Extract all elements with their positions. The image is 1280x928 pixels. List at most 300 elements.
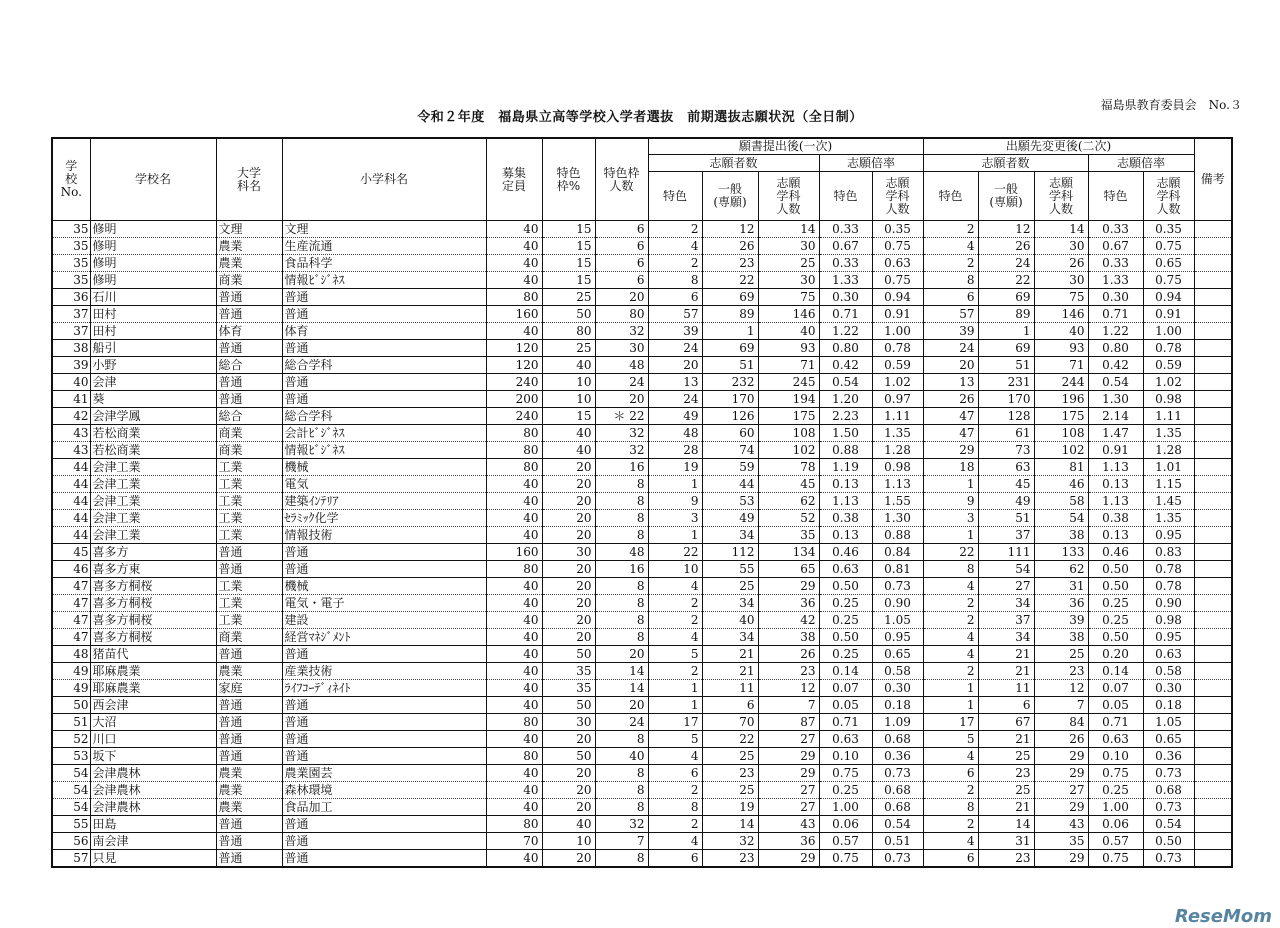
cell-first-ippan: 89 (702, 306, 758, 323)
cell-second-ratio-total: 0.91 (1143, 306, 1194, 323)
cell-remarks (1194, 510, 1232, 527)
cell-second-ratio-total: 0.65 (1143, 731, 1194, 748)
cell-second-ratio-total: 1.35 (1143, 510, 1194, 527)
cell-first-ratio-tokushoku: 0.88 (819, 442, 872, 459)
cell-second-ratio-tokushoku: 0.10 (1088, 748, 1143, 765)
cell-first-ippan: 74 (702, 442, 758, 459)
cell-first-total: 175 (758, 408, 819, 425)
cell-second-ratio-tokushoku: 1.00 (1088, 799, 1143, 816)
cell-first-ratio-total: 0.78 (872, 340, 923, 357)
cell-second-ratio-total: 0.30 (1143, 680, 1194, 697)
cell-first-ippan: 69 (702, 340, 758, 357)
cell-first-tokushoku: 1 (648, 680, 702, 697)
table-row (52, 595, 1232, 612)
cell-second-ratio-total: 0.78 (1143, 578, 1194, 595)
table-row (52, 731, 1232, 748)
cell-first-ratio-tokushoku: 0.13 (819, 476, 872, 493)
table-row (52, 425, 1232, 442)
cell-second-ratio-total: 0.58 (1143, 663, 1194, 680)
cell-school-no: 44 (52, 493, 90, 510)
applicant-status-table (51, 137, 1233, 868)
cell-special-count: 6 (595, 255, 648, 272)
cell-second-tokushoku: 26 (923, 391, 978, 408)
cell-minor: 普通 (282, 816, 486, 833)
cell-second-ratio-total: 0.54 (1143, 816, 1194, 833)
cell-school-no: 54 (52, 782, 90, 799)
cell-first-ratio-tokushoku: 0.75 (819, 765, 872, 782)
cell-first-ippan: 22 (702, 272, 758, 289)
col-header-ippan-2: 一般(専願) (978, 172, 1034, 221)
cell-second-ratio-tokushoku: 0.50 (1088, 629, 1143, 646)
table-row (52, 238, 1232, 255)
cell-major: 普通 (216, 816, 282, 833)
cell-special-pct: 20 (542, 578, 595, 595)
cell-first-ippan: 126 (702, 408, 758, 425)
cell-school-no: 53 (52, 748, 90, 765)
cell-capacity: 80 (486, 748, 542, 765)
cell-special-count: 20 (595, 289, 648, 306)
cell-second-ratio-tokushoku: 0.25 (1088, 782, 1143, 799)
cell-second-tokushoku: 8 (923, 272, 978, 289)
cell-minor: 会計ﾋﾞｼﾞﾈｽ (282, 425, 486, 442)
cell-school-name: 修明 (90, 221, 216, 238)
cell-major: 普通 (216, 561, 282, 578)
cell-first-tokushoku: 1 (648, 697, 702, 714)
col-subgroup-applicants-2: 志願者数 (923, 155, 1088, 172)
cell-remarks (1194, 612, 1232, 629)
cell-first-ratio-total: 0.94 (872, 289, 923, 306)
cell-first-ratio-tokushoku: 1.33 (819, 272, 872, 289)
col-group-second: 出願先変更後(二次) (923, 138, 1194, 155)
cell-first-ratio-tokushoku: 0.63 (819, 561, 872, 578)
cell-second-ippan: 67 (978, 714, 1034, 731)
cell-second-total: 39 (1034, 612, 1088, 629)
cell-second-total: 31 (1034, 578, 1088, 595)
cell-first-ratio-total: 1.09 (872, 714, 923, 731)
cell-second-ratio-total: 0.35 (1143, 221, 1194, 238)
cell-school-name: 修明 (90, 238, 216, 255)
resemom-watermark-logo: ReseMom (1174, 906, 1272, 927)
cell-second-ippan: 12 (978, 221, 1034, 238)
cell-second-ratio-tokushoku: 0.06 (1088, 816, 1143, 833)
cell-second-total: 29 (1034, 765, 1088, 782)
cell-first-total: 134 (758, 544, 819, 561)
cell-second-tokushoku: 2 (923, 221, 978, 238)
cell-first-ratio-tokushoku: 0.25 (819, 612, 872, 629)
cell-special-pct: 20 (542, 850, 595, 868)
cell-first-ratio-total: 1.55 (872, 493, 923, 510)
cell-capacity: 40 (486, 238, 542, 255)
cell-first-tokushoku: 3 (648, 510, 702, 527)
cell-first-ratio-tokushoku: 2.23 (819, 408, 872, 425)
cell-school-name: 会津工業 (90, 493, 216, 510)
cell-second-ippan: 21 (978, 799, 1034, 816)
cell-first-tokushoku: 24 (648, 340, 702, 357)
cell-second-ippan: 61 (978, 425, 1034, 442)
cell-second-total: 58 (1034, 493, 1088, 510)
cell-minor: 情報ﾋﾞｼﾞﾈｽ (282, 442, 486, 459)
cell-first-total: 65 (758, 561, 819, 578)
cell-first-tokushoku: 4 (648, 238, 702, 255)
cell-school-no: 43 (52, 425, 90, 442)
col-header-ippan-1: 一般(専願) (702, 172, 758, 221)
table-row (52, 459, 1232, 476)
cell-special-pct: 25 (542, 340, 595, 357)
cell-second-tokushoku: 18 (923, 459, 978, 476)
cell-minor: 情報技術 (282, 527, 486, 544)
cell-first-tokushoku: 57 (648, 306, 702, 323)
cell-special-count: 8 (595, 510, 648, 527)
table-row (52, 561, 1232, 578)
cell-special-pct: 25 (542, 289, 595, 306)
cell-school-no: 45 (52, 544, 90, 561)
cell-first-ratio-tokushoku: 0.33 (819, 255, 872, 272)
cell-first-ratio-total: 0.75 (872, 238, 923, 255)
cell-second-ratio-tokushoku: 0.71 (1088, 306, 1143, 323)
cell-capacity: 40 (486, 646, 542, 663)
cell-special-count: 32 (595, 323, 648, 340)
table-row (52, 374, 1232, 391)
cell-second-total: 14 (1034, 221, 1088, 238)
cell-second-total: 175 (1034, 408, 1088, 425)
cell-major: 体育 (216, 323, 282, 340)
cell-first-tokushoku: 2 (648, 255, 702, 272)
col-header-special-count: 特色枠人数 (595, 138, 648, 221)
cell-special-count: 32 (595, 425, 648, 442)
cell-major: 普通 (216, 748, 282, 765)
cell-special-pct: 80 (542, 323, 595, 340)
cell-second-ratio-tokushoku: 0.07 (1088, 680, 1143, 697)
cell-first-ratio-total: 0.63 (872, 255, 923, 272)
cell-second-ippan: 21 (978, 646, 1034, 663)
cell-first-total: 30 (758, 238, 819, 255)
table-row (52, 510, 1232, 527)
cell-second-ippan: 170 (978, 391, 1034, 408)
cell-remarks (1194, 442, 1232, 459)
table-row (52, 323, 1232, 340)
cell-capacity: 40 (486, 663, 542, 680)
cell-first-ippan: 70 (702, 714, 758, 731)
cell-second-ratio-total: 0.98 (1143, 612, 1194, 629)
cell-first-ratio-tokushoku: 0.25 (819, 595, 872, 612)
cell-special-pct: 50 (542, 697, 595, 714)
cell-second-ippan: 69 (978, 340, 1034, 357)
cell-capacity: 40 (486, 510, 542, 527)
cell-major: 家庭 (216, 680, 282, 697)
col-header-capacity: 募集定員 (486, 138, 542, 221)
cell-remarks (1194, 221, 1232, 238)
cell-second-ratio-total: 0.65 (1143, 255, 1194, 272)
cell-special-pct: 20 (542, 612, 595, 629)
cell-first-ratio-total: 0.58 (872, 663, 923, 680)
cell-remarks (1194, 697, 1232, 714)
cell-second-ratio-total: 0.75 (1143, 272, 1194, 289)
cell-capacity: 240 (486, 374, 542, 391)
cell-second-ippan: 23 (978, 850, 1034, 868)
cell-first-ippan: 26 (702, 238, 758, 255)
cell-second-ratio-tokushoku: 0.05 (1088, 697, 1143, 714)
cell-special-pct: 50 (542, 306, 595, 323)
cell-first-tokushoku: 10 (648, 561, 702, 578)
cell-first-ippan: 23 (702, 255, 758, 272)
cell-remarks (1194, 782, 1232, 799)
cell-special-pct: 20 (542, 476, 595, 493)
cell-special-pct: 30 (542, 714, 595, 731)
cell-capacity: 160 (486, 544, 542, 561)
cell-remarks (1194, 714, 1232, 731)
cell-special-pct: 10 (542, 391, 595, 408)
cell-major: 普通 (216, 374, 282, 391)
cell-school-name: 会津工業 (90, 527, 216, 544)
cell-school-name: 会津工業 (90, 510, 216, 527)
cell-major: 普通 (216, 306, 282, 323)
cell-first-ratio-tokushoku: 1.00 (819, 799, 872, 816)
cell-school-no: 37 (52, 306, 90, 323)
cell-second-ratio-total: 0.73 (1143, 765, 1194, 782)
cell-special-count: 8 (595, 799, 648, 816)
cell-special-pct: 20 (542, 493, 595, 510)
cell-first-ratio-total: 0.97 (872, 391, 923, 408)
cell-first-ippan: 170 (702, 391, 758, 408)
table-row (52, 646, 1232, 663)
cell-second-ratio-total: 0.73 (1143, 850, 1194, 868)
cell-major: 普通 (216, 833, 282, 850)
cell-school-name: 会津 (90, 374, 216, 391)
cell-second-ratio-total: 0.94 (1143, 289, 1194, 306)
cell-school-name: 田村 (90, 323, 216, 340)
cell-school-no: 47 (52, 595, 90, 612)
cell-minor: 普通 (282, 306, 486, 323)
cell-second-total: 133 (1034, 544, 1088, 561)
cell-first-ippan: 51 (702, 357, 758, 374)
cell-second-tokushoku: 4 (923, 578, 978, 595)
cell-second-total: 7 (1034, 697, 1088, 714)
cell-first-ippan: 21 (702, 646, 758, 663)
cell-second-ippan: 51 (978, 357, 1034, 374)
col-header-ratio-tokushoku-1: 特色 (819, 172, 872, 221)
cell-major: 工業 (216, 476, 282, 493)
cell-second-tokushoku: 4 (923, 646, 978, 663)
cell-special-pct: 15 (542, 408, 595, 425)
cell-school-no: 36 (52, 289, 90, 306)
cell-first-tokushoku: 2 (648, 663, 702, 680)
cell-first-ratio-total: 1.00 (872, 323, 923, 340)
cell-second-tokushoku: 8 (923, 799, 978, 816)
cell-second-total: 35 (1034, 833, 1088, 850)
cell-major: 商業 (216, 272, 282, 289)
cell-first-ratio-tokushoku: 1.20 (819, 391, 872, 408)
cell-school-no: 48 (52, 646, 90, 663)
cell-first-ippan: 34 (702, 595, 758, 612)
cell-special-pct: 20 (542, 799, 595, 816)
cell-second-ratio-total: 0.59 (1143, 357, 1194, 374)
cell-second-tokushoku: 2 (923, 663, 978, 680)
cell-first-ippan: 60 (702, 425, 758, 442)
cell-capacity: 40 (486, 680, 542, 697)
cell-major: 工業 (216, 578, 282, 595)
cell-minor: 建築ｲﾝﾃﾘｱ (282, 493, 486, 510)
cell-first-total: 36 (758, 833, 819, 850)
cell-second-ippan: 63 (978, 459, 1034, 476)
cell-first-tokushoku: 9 (648, 493, 702, 510)
cell-first-ippan: 112 (702, 544, 758, 561)
cell-second-tokushoku: 39 (923, 323, 978, 340)
col-header-total-2: 志願学科人数 (1034, 172, 1088, 221)
cell-second-ippan: 37 (978, 612, 1034, 629)
table-row (52, 527, 1232, 544)
cell-first-total: 27 (758, 731, 819, 748)
table-row (52, 476, 1232, 493)
cell-second-ratio-total: 1.11 (1143, 408, 1194, 425)
cell-major: 普通 (216, 731, 282, 748)
cell-capacity: 80 (486, 425, 542, 442)
cell-second-tokushoku: 1 (923, 697, 978, 714)
cell-special-count: 8 (595, 493, 648, 510)
cell-first-total: 29 (758, 748, 819, 765)
cell-special-count: 8 (595, 612, 648, 629)
cell-school-name: 南会津 (90, 833, 216, 850)
cell-school-no: 35 (52, 272, 90, 289)
cell-major: 農業 (216, 663, 282, 680)
table-row (52, 612, 1232, 629)
cell-second-total: 38 (1034, 527, 1088, 544)
cell-first-ippan: 69 (702, 289, 758, 306)
cell-second-tokushoku: 1 (923, 680, 978, 697)
cell-first-tokushoku: 2 (648, 595, 702, 612)
cell-remarks (1194, 646, 1232, 663)
cell-first-ippan: 53 (702, 493, 758, 510)
cell-second-ratio-tokushoku: 0.14 (1088, 663, 1143, 680)
cell-minor: 普通 (282, 340, 486, 357)
cell-school-no: 54 (52, 799, 90, 816)
cell-capacity: 80 (486, 459, 542, 476)
cell-capacity: 70 (486, 833, 542, 850)
cell-remarks (1194, 561, 1232, 578)
cell-first-ratio-total: 0.91 (872, 306, 923, 323)
table-row (52, 408, 1232, 425)
cell-first-ippan: 23 (702, 850, 758, 868)
cell-first-total: 78 (758, 459, 819, 476)
cell-special-count: 16 (595, 459, 648, 476)
cell-special-count: 32 (595, 816, 648, 833)
cell-first-ratio-tokushoku: 0.75 (819, 850, 872, 868)
cell-remarks (1194, 255, 1232, 272)
cell-school-name: 坂下 (90, 748, 216, 765)
cell-first-ratio-tokushoku: 0.25 (819, 782, 872, 799)
table-row (52, 748, 1232, 765)
cell-school-name: 田島 (90, 816, 216, 833)
cell-school-name: 若松商業 (90, 425, 216, 442)
cell-first-ippan: 25 (702, 782, 758, 799)
cell-minor: 普通 (282, 646, 486, 663)
cell-second-ratio-tokushoku: 0.63 (1088, 731, 1143, 748)
cell-second-ratio-tokushoku: 0.80 (1088, 340, 1143, 357)
table-row (52, 850, 1232, 868)
cell-special-count: 8 (595, 782, 648, 799)
cell-second-ippan: 22 (978, 272, 1034, 289)
cell-remarks (1194, 833, 1232, 850)
cell-school-name: 喜多方桐桜 (90, 629, 216, 646)
cell-second-ippan: 89 (978, 306, 1034, 323)
cell-second-ratio-tokushoku: 0.42 (1088, 357, 1143, 374)
cell-first-ratio-total: 0.35 (872, 221, 923, 238)
cell-capacity: 40 (486, 255, 542, 272)
table-row (52, 272, 1232, 289)
cell-second-ratio-total: 1.35 (1143, 425, 1194, 442)
cell-second-ratio-tokushoku: 0.46 (1088, 544, 1143, 561)
cell-school-no: 42 (52, 408, 90, 425)
cell-first-tokushoku: 4 (648, 748, 702, 765)
cell-second-total: 54 (1034, 510, 1088, 527)
cell-minor: 普通 (282, 850, 486, 868)
cell-special-count: 8 (595, 850, 648, 868)
cell-capacity: 40 (486, 629, 542, 646)
cell-special-pct: 20 (542, 782, 595, 799)
cell-first-ratio-total: 1.30 (872, 510, 923, 527)
cell-second-total: 81 (1034, 459, 1088, 476)
cell-remarks (1194, 663, 1232, 680)
cell-school-name: 会津学鳳 (90, 408, 216, 425)
cell-second-ippan: 1 (978, 323, 1034, 340)
cell-first-ratio-total: 1.11 (872, 408, 923, 425)
cell-second-ippan: 27 (978, 578, 1034, 595)
cell-remarks (1194, 748, 1232, 765)
cell-second-ratio-total: 1.05 (1143, 714, 1194, 731)
cell-first-ippan: 32 (702, 833, 758, 850)
cell-school-name: 川口 (90, 731, 216, 748)
cell-first-ratio-total: 0.73 (872, 765, 923, 782)
cell-first-ippan: 49 (702, 510, 758, 527)
cell-major: 総合 (216, 357, 282, 374)
cell-second-total: 102 (1034, 442, 1088, 459)
cell-special-count: 7 (595, 833, 648, 850)
cell-minor: 森林環境 (282, 782, 486, 799)
cell-minor: 総合学科 (282, 357, 486, 374)
cell-first-total: 43 (758, 816, 819, 833)
table-row (52, 391, 1232, 408)
cell-first-total: 7 (758, 697, 819, 714)
cell-first-ratio-tokushoku: 0.06 (819, 816, 872, 833)
cell-second-ratio-total: 1.45 (1143, 493, 1194, 510)
cell-second-ippan: 128 (978, 408, 1034, 425)
cell-capacity: 120 (486, 357, 542, 374)
cell-second-ippan: 231 (978, 374, 1034, 391)
cell-first-ratio-tokushoku: 1.19 (819, 459, 872, 476)
cell-school-no: 49 (52, 680, 90, 697)
cell-first-total: 12 (758, 680, 819, 697)
cell-remarks (1194, 850, 1232, 868)
cell-first-ratio-tokushoku: 0.13 (819, 527, 872, 544)
cell-school-name: 修明 (90, 272, 216, 289)
cell-second-total: 29 (1034, 850, 1088, 868)
cell-second-total: 71 (1034, 357, 1088, 374)
col-header-remarks: 備考 (1194, 138, 1232, 221)
cell-first-ratio-tokushoku: 0.67 (819, 238, 872, 255)
cell-school-name: 石川 (90, 289, 216, 306)
cell-first-ratio-tokushoku: 0.63 (819, 731, 872, 748)
col-header-minor: 小学科名 (282, 138, 486, 221)
cell-first-ippan: 23 (702, 765, 758, 782)
cell-first-total: 45 (758, 476, 819, 493)
cell-second-ratio-total: 0.78 (1143, 340, 1194, 357)
table-row (52, 816, 1232, 833)
cell-second-ratio-tokushoku: 1.13 (1088, 459, 1143, 476)
cell-second-total: 29 (1034, 799, 1088, 816)
cell-major: 工業 (216, 595, 282, 612)
cell-second-ratio-total: 0.90 (1143, 595, 1194, 612)
cell-major: 普通 (216, 646, 282, 663)
cell-major: 商業 (216, 442, 282, 459)
